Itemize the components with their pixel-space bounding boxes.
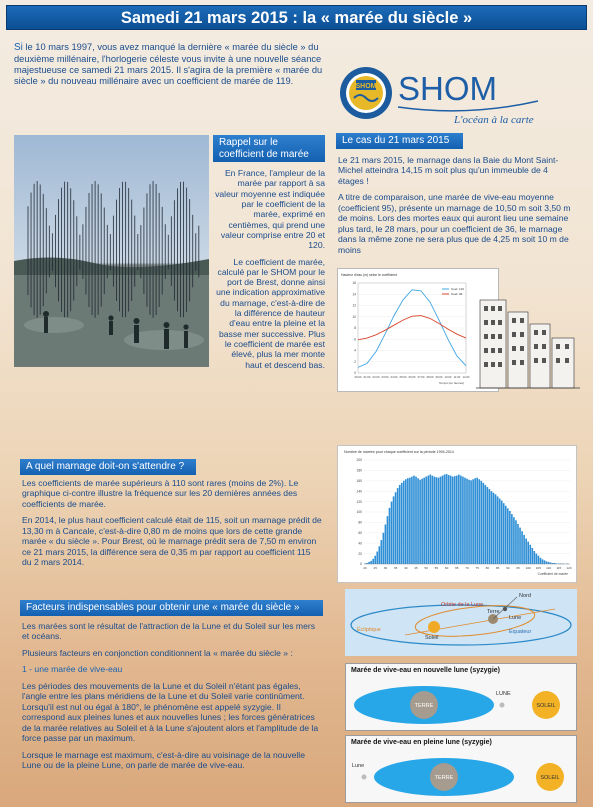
- chart1-x-tick: 08:00: [426, 376, 434, 379]
- chart2-y-tick: 200: [356, 458, 362, 463]
- chart2-bar: [393, 496, 395, 564]
- chart2-x-tick: 30: [383, 566, 388, 570]
- chart2-bar: [399, 485, 401, 564]
- chart2-bar: [472, 479, 474, 564]
- chart2-bar: [427, 476, 429, 564]
- chart2-y-tick: 140: [356, 489, 362, 494]
- chart2-x-tick: 115: [556, 566, 562, 570]
- chart2-x-tick: 85: [495, 566, 500, 570]
- cas-paragraph-1: Le 21 mars 2015, le marnage dans la Baie du Mont Saint-Michel atteindra 14,15 m soit plus qu'un immeuble de 4 étages !: [338, 155, 559, 186]
- logo-badge-text: SHOM: [355, 83, 377, 90]
- chart2-bar: [376, 552, 378, 564]
- chart2-bar: [511, 514, 513, 564]
- chart2-bar: [493, 493, 495, 564]
- chart2-bar: [448, 475, 450, 564]
- chart2-bar: [421, 479, 423, 564]
- marnage-paragraph-1: Les coefficients de marée supérieurs à 110 sont rares (moins de 2%). Le graphique ci-contre illustre la fréquence sur les 20 dernières années des coefficients de marée.: [22, 478, 299, 509]
- chart2-bar: [409, 478, 411, 564]
- chart2-bar: [536, 554, 538, 564]
- chart2-bar: [489, 489, 491, 564]
- syzygy-new-earth: TERRE: [414, 702, 434, 709]
- chart2-x-tick: 45: [414, 566, 418, 570]
- rappel-paragraph-1: En France, l'ampleur de la marée par rapport à sa valeur moyenne est indiquée par le coefficient de la marée, exprimé en centièmes, qui prend une valeur comprise entre 20 et 120.: [215, 168, 325, 251]
- chart1-x-tick: 07:00: [417, 376, 425, 379]
- chart1-x-tick: 01:00: [363, 376, 371, 379]
- chart2-bar: [548, 562, 550, 564]
- chart2-bar: [550, 562, 552, 564]
- syzygy-full-moon-panel: [345, 735, 577, 803]
- chart2-bar: [440, 477, 442, 564]
- chart2-bar: [423, 478, 425, 564]
- chart1-x-tick: 03:00: [381, 376, 389, 379]
- chart2-x-tick: 50: [424, 566, 428, 570]
- chart2-bar: [503, 503, 505, 564]
- intro-text: le 10 mars 1997, vous avez manqué la dernière « marée du siècle » du deuxième millénaire, l'horlogerie céleste vous invite à une nouvelle séance majestueuse ce samedi 21 mars 2015. Il s'agira de la première « marée du siècle » du nouveau millénaire avec un coefficient de marée de 119.: [14, 42, 323, 87]
- chart1-x-tick: 09:00: [435, 376, 443, 379]
- chart2-x-label: Coefficient de marée: [537, 572, 568, 576]
- chart2-bar: [434, 477, 436, 564]
- chart2-x-tick: 100: [525, 566, 531, 570]
- orbit-north-label: Nord: [519, 593, 531, 599]
- intro-paragraph: [14, 42, 332, 87]
- chart2-title: Nombre de marées pour chaque coefficient sur la période 1994-2014: [344, 450, 454, 454]
- chart2-bar: [468, 480, 470, 564]
- chart2-bar: [368, 562, 370, 564]
- orbit-diagram-svg: [345, 589, 577, 656]
- chart2-bar: [456, 476, 458, 564]
- chart2-bar: [454, 476, 456, 564]
- chart2-bar: [499, 498, 501, 564]
- facteurs-paragraph-3: Les périodes des mouvements de la Lune et du Soleil n'étant pas égales, l'angle entre les plans méridiens de la Lune et du Soleil varie continûment. Lorsqu'il est nul ou égal à 180°, le phénomène est appelé syzygie. Il correspond aux pleines lunes et aux nouvelles lunes ; les forces génératrices de la marée relatives au Soleil et à la Lune s'ajoutent alors et l'amplitude de la force passe par un maximum.: [22, 680, 319, 744]
- chart2-bar: [476, 478, 478, 564]
- chart2-bar: [531, 548, 533, 564]
- chart2-bar: [438, 478, 440, 564]
- chart1-x-tick: 06:00: [408, 376, 416, 379]
- chart2-bar: [538, 556, 540, 564]
- chart2-bar: [452, 477, 454, 564]
- chart2-bar: [458, 475, 460, 564]
- chart2-y-tick: 100: [356, 510, 362, 515]
- chart2-bar: [505, 506, 507, 564]
- chart2-x-tick: 110: [546, 566, 552, 570]
- chart2-bar: [523, 535, 525, 564]
- chart2-bar: [415, 477, 417, 564]
- chart2-bar: [370, 561, 372, 564]
- intro-dropcap: Si: [14, 42, 23, 53]
- chart1-x-tick: 04:00: [390, 376, 398, 379]
- rappel-heading: [213, 135, 325, 162]
- chart2-y-tick: 180: [356, 468, 362, 473]
- chart2-bar: [466, 479, 468, 564]
- chart2-bar: [487, 487, 489, 564]
- chart2-bar: [383, 533, 385, 564]
- chart1-title: Hauteur d'eau (m) selon le coefficient: [341, 273, 397, 277]
- chart2-bar: [533, 551, 535, 564]
- chart2-bar: [529, 545, 531, 564]
- chart2-x-tick: 90: [506, 566, 510, 570]
- facteurs-paragraph-4: Lorsque le marnage est maximum, c'est-à-dire au voisinage de la nouvelle Lune ou de la pleine Lune, on parle de marée de vive-eau.: [22, 749, 305, 771]
- syzygy-full-earth: TERRE: [434, 774, 454, 781]
- chart2-bar: [411, 477, 413, 564]
- coefficient-frequency-chart-svg: [338, 446, 576, 582]
- orbit-earth-label: Terre: [487, 609, 500, 615]
- syzygy-full-moon: Lune: [352, 762, 365, 769]
- chart2-y-tick: 60: [358, 531, 362, 535]
- chart2-x-tick: 75: [475, 566, 479, 570]
- chart2-bar: [446, 474, 448, 564]
- chart2-y-tick: 80: [358, 520, 362, 525]
- chart2-bar: [460, 476, 462, 564]
- chart2-x-tick: 105: [535, 566, 541, 570]
- chart1-x-tick: 05:00: [399, 376, 407, 379]
- syzygy-new-moon: LUNE: [496, 690, 511, 697]
- orbit-sun-label: Soleil: [425, 635, 439, 641]
- chart1-x-tick: 02:00: [372, 376, 380, 379]
- chart2-bar: [474, 478, 476, 564]
- chart2-bar: [436, 477, 438, 564]
- chart2-bar: [478, 479, 480, 564]
- logo-name: SHOM: [398, 70, 497, 107]
- chart2-y-tick: 160: [356, 479, 362, 483]
- chart2-x-tick: 55: [434, 566, 439, 570]
- chart2-bar: [419, 480, 421, 564]
- chart1-x-tick: 10:00: [444, 376, 452, 379]
- chart2-bar: [515, 520, 517, 564]
- chart2-bar: [444, 475, 446, 564]
- chart2-bar: [470, 480, 472, 564]
- tide-photo-illustration: [14, 135, 209, 367]
- chart2-bar: [482, 483, 484, 564]
- facteurs-paragraph-2: Plusieurs facteurs en conjonction conditionnent la « marée du siècle » :: [22, 647, 293, 658]
- chart2-x-tick: 20: [363, 566, 367, 570]
- rappel-heading-text: Rappel sur le coefficient de marée: [219, 137, 309, 160]
- chart2-bar: [413, 476, 415, 564]
- shom-logo: [336, 62, 574, 128]
- shom-logo-graphic: [336, 62, 574, 128]
- chart2-bar: [432, 476, 434, 564]
- chart2-bar: [401, 483, 403, 564]
- chart2-bar: [381, 540, 383, 564]
- cas-paragraph-2: A titre de comparaison, une marée de vive-eau moyenne (coefficient 95), présente un marnage de 10,50 m soit 3,50 m de moins. Lors des mortes eaux qui auront lieu une semaine plus tard, le 28 mars, pour un coefficient de 36, le marnage dans la même zone ne sera plus que de 4,25 m soit 10 m de moins: [338, 192, 571, 255]
- chart2-bar: [497, 496, 499, 564]
- chart1-y-tick: 16: [352, 281, 356, 286]
- chart2-bar: [403, 481, 405, 564]
- chart2-x-tick: 35: [393, 566, 398, 570]
- orbit-equator-label: Equateur: [509, 629, 532, 635]
- chart2-y-tick: 120: [356, 499, 362, 504]
- chart2-bar: [507, 508, 509, 564]
- logo-tagline: L'océan à la carte: [454, 114, 534, 126]
- facteurs-heading: [20, 600, 323, 616]
- chart2-bar: [397, 488, 399, 564]
- cas-heading-text: Le cas du 21 mars 2015: [342, 135, 450, 146]
- chart2-bar: [442, 476, 444, 564]
- chart1-x-tick: 11:00: [453, 376, 461, 379]
- chart1-x-tick: 00:00: [354, 376, 362, 379]
- chart2-bar: [509, 511, 511, 564]
- chart2-bar: [425, 477, 427, 564]
- marnage-heading: [20, 459, 196, 475]
- chart2-y-tick: 0: [360, 562, 362, 567]
- orbit-ecliptic-label: Écliptique: [357, 627, 381, 633]
- chart2-bar: [480, 481, 482, 564]
- buildings-illustration: [476, 272, 580, 392]
- chart2-bar: [517, 524, 519, 564]
- syzygy-full-title: Marée de vive-eau en pleine lune (syzygie): [351, 739, 492, 746]
- chart2-bar: [395, 492, 397, 564]
- chart2-y-tick: 20: [358, 551, 362, 556]
- chart2-bar: [527, 542, 529, 564]
- tide-photo: [14, 135, 209, 367]
- chart2-bar: [464, 478, 466, 564]
- chart2-bar: [391, 502, 393, 564]
- chart2-x-tick: 120: [566, 566, 572, 570]
- chart2-bar: [521, 531, 523, 564]
- chart2-bar: [519, 528, 521, 564]
- chart1-y-tick: 12: [352, 303, 356, 308]
- chart1-legend-label: Coef. 36: [451, 292, 463, 297]
- syzygy-full-sun: SOLEIL: [540, 774, 560, 781]
- chart2-x-tick: 25: [373, 566, 377, 570]
- marnage-paragraph-2: En 2014, le plus haut coefficient calculé était de 115, soit un marnage prédit de 13,30 m à Cancale, c'est-à-dire 0,80 m de moins que lors de cette grande marée « du siècle ». Pour Brest, où le marnage prédit sera de 7,50 m environ ce 21 mars 2015, la différence sera de 0,35 m par rapport au coefficient 115 du 2 mars 2014.: [22, 515, 322, 568]
- syzygy-new-diagram: [346, 679, 576, 731]
- coefficient-frequency-chart: [337, 445, 577, 583]
- marnage-heading-text: A quel marnage doit-on s'attendre ?: [26, 461, 185, 472]
- orbit-diagram: [345, 589, 577, 656]
- facteurs-heading-text: Facteurs indispensables pour obtenir une « marée du siècle »: [26, 602, 300, 613]
- page-banner: [6, 5, 587, 30]
- chart2-x-tick: 65: [455, 566, 459, 570]
- sun-icon: [428, 621, 440, 633]
- chart2-bar: [417, 478, 419, 564]
- moon-icon: [503, 607, 507, 611]
- chart1-y-tick: 4: [354, 348, 356, 353]
- chart2-y-tick: 40: [358, 541, 362, 546]
- marnage-text: [22, 478, 322, 574]
- chart2-bar: [405, 479, 407, 564]
- chart2-bar: [387, 516, 389, 564]
- chart2-bar: [378, 546, 380, 564]
- chart2-x-tick: 95: [516, 566, 520, 570]
- page-title: Samedi 21 mars 2015 : la « marée du siècle »: [120, 9, 473, 27]
- chart1-y-tick: 6: [354, 337, 356, 342]
- chart2-bar: [485, 485, 487, 564]
- chart2-bar: [389, 508, 391, 564]
- chart2-bar: [544, 560, 546, 564]
- syzygy-new-sun: SOLEIL: [536, 702, 556, 709]
- chart2-x-tick: 80: [485, 566, 490, 570]
- chart2-x-tick: 40: [404, 566, 408, 570]
- chart1-y-tick: 10: [352, 314, 356, 319]
- rappel-text: [213, 168, 325, 376]
- orbit-moon-label: Orbite de la Lune: [441, 602, 484, 608]
- chart2-x-tick: 70: [465, 566, 469, 570]
- chart2-bar: [542, 559, 544, 564]
- chart2-bar: [462, 477, 464, 564]
- chart1-x-label: Temps (en heures): [438, 381, 464, 385]
- chart1-legend-label: Coef. 119: [451, 287, 464, 292]
- chart2-bar: [407, 478, 409, 564]
- syzygy-new-moon-panel: [345, 663, 577, 731]
- tide-height-chart-svg: [338, 269, 498, 391]
- chart2-bar: [525, 539, 527, 564]
- facteurs-subheading-1: 1 - une marée de vive-eau: [22, 664, 123, 675]
- cas-text: [338, 155, 576, 261]
- chart1-y-tick: 2: [354, 359, 356, 364]
- chart2-bar: [501, 501, 503, 564]
- facteurs-paragraph-1: Les marées sont le résultat de l'attraction de la Lune et du Soleil sur les mers et océans.: [22, 621, 316, 642]
- rappel-paragraph-2: Le coefficient de marée, calculé par le SHOM pour le port de Brest, donne ainsi une indication approximative du marnage, c'est-à-dire de la différence de hauteur d'eau entre la pleine et la basse mer successive. Plus le coefficient de marée est élevé, plus la mer monte haut et descend bas.: [216, 256, 325, 370]
- chart2-bar: [429, 475, 431, 564]
- tide-height-chart: [337, 268, 499, 392]
- chart1-y-tick: 14: [352, 292, 356, 297]
- orbit-moon-name: Lune: [509, 615, 522, 621]
- chart2-bar: [495, 494, 497, 564]
- facteurs-text: [22, 621, 322, 777]
- chart2-bar: [546, 561, 548, 564]
- chart2-x-tick: 60: [444, 566, 449, 570]
- chart2-bar: [491, 491, 493, 564]
- syzygy-full-diagram: [346, 751, 576, 803]
- syzygy-new-title: Marée de vive-eau en nouvelle lune (syzygie): [351, 667, 500, 674]
- chart2-bar: [513, 517, 515, 564]
- chart2-bar: [450, 476, 452, 564]
- chart1-x-tick: 12:00: [462, 376, 470, 379]
- cas-heading: [336, 133, 463, 149]
- chart2-bar: [385, 524, 387, 564]
- chart1-y-tick: 8: [354, 326, 356, 331]
- chart1-y-tick: 0: [354, 371, 356, 376]
- chart2-bar: [374, 556, 376, 564]
- chart2-bar: [372, 559, 374, 564]
- chart2-bar: [540, 558, 542, 564]
